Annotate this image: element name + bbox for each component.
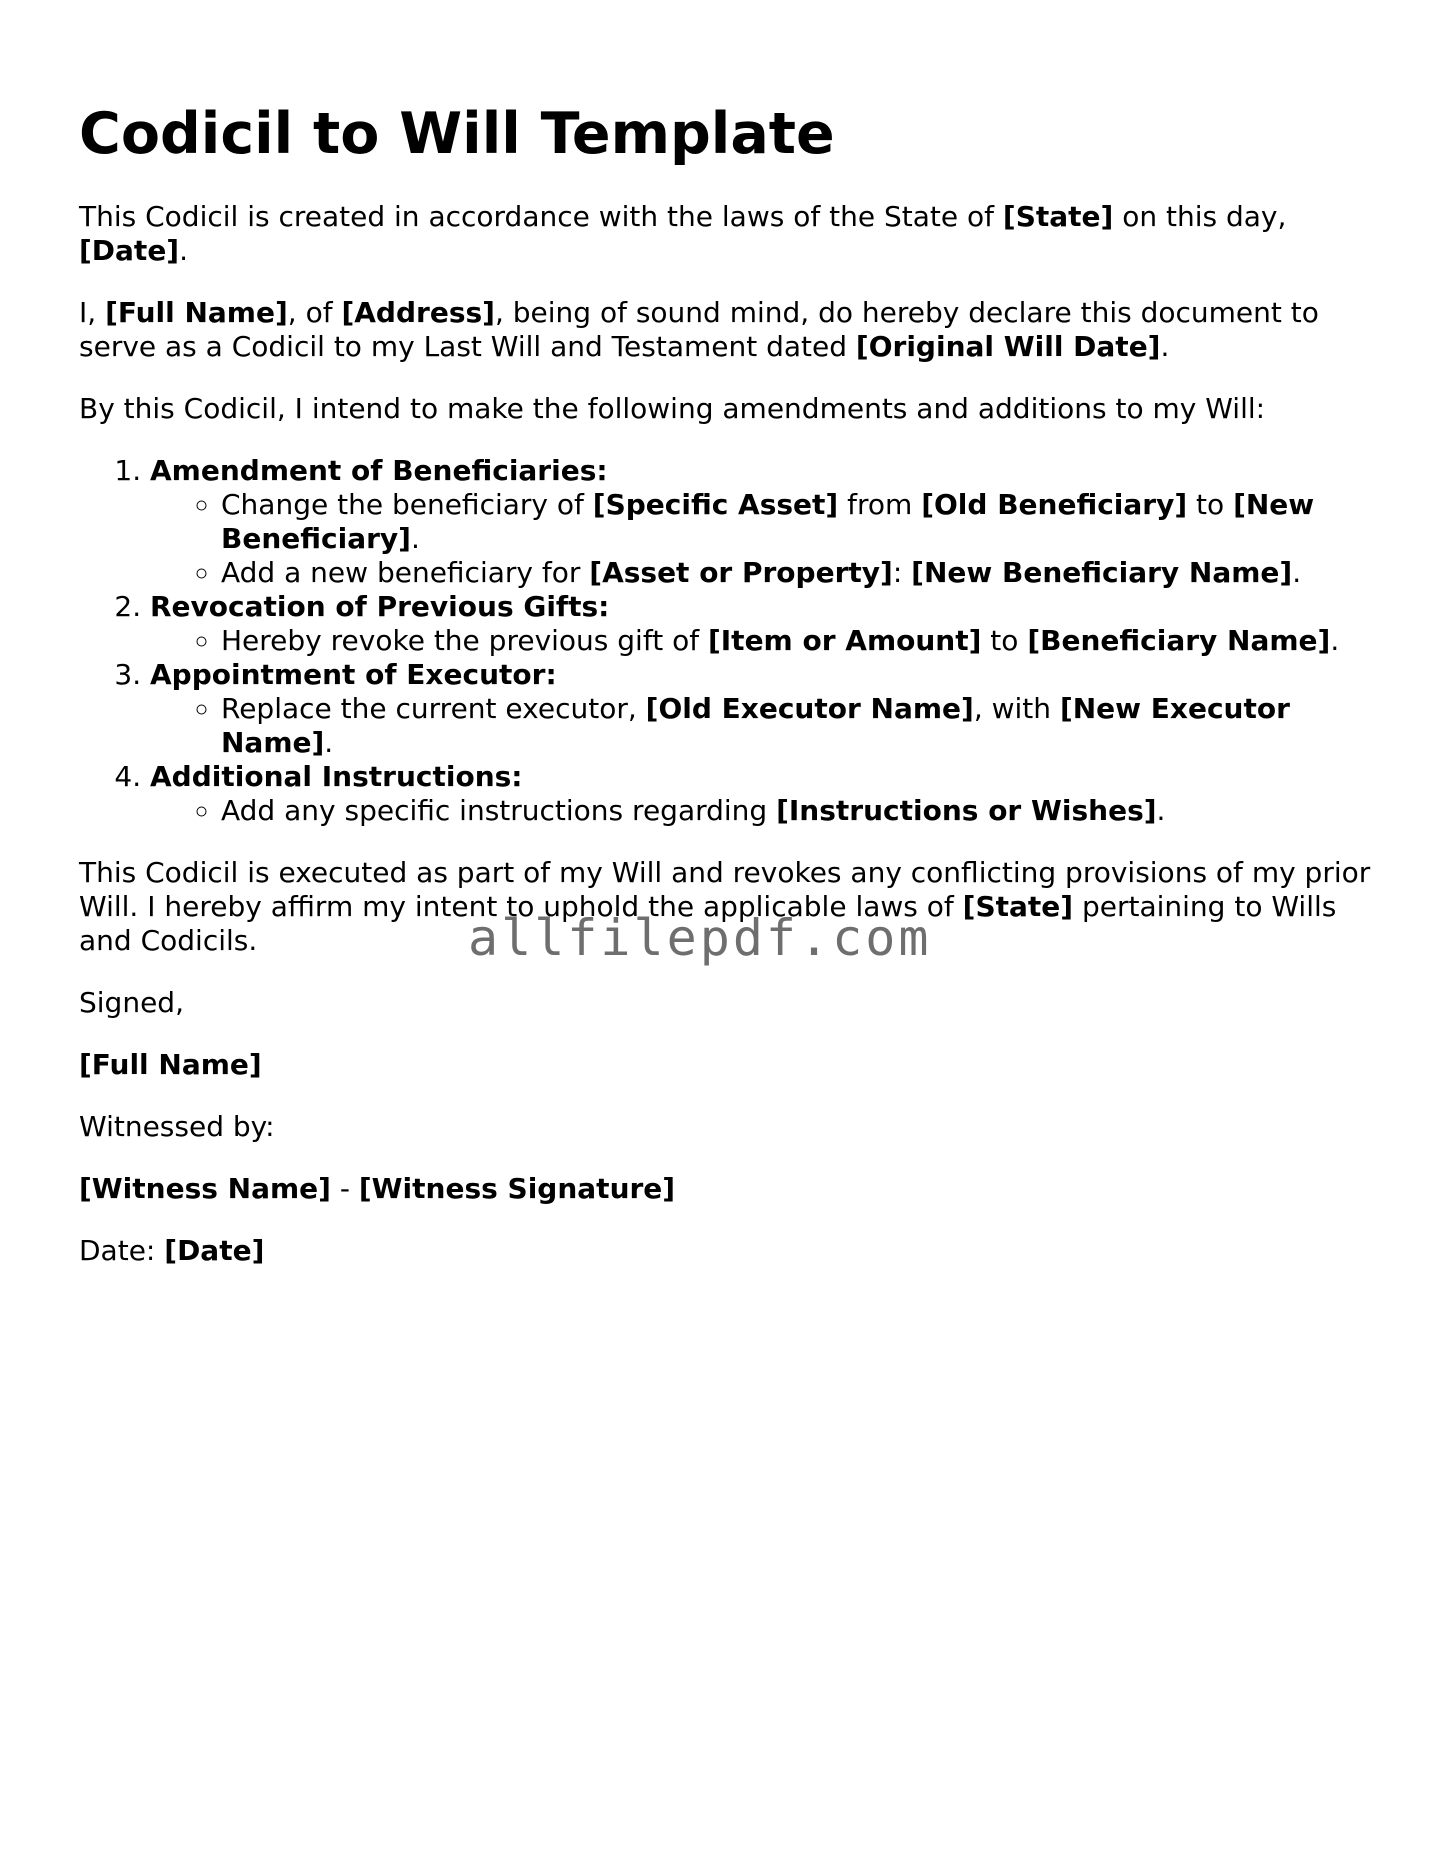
closing-text-1: This Codicil is executed as part of my Will and revokes any conflicting provisions of my prior Will. I hereby affirm my intent to uphold the applicable laws of — [79, 856, 1371, 923]
signer-name: [Full Name] — [79, 1048, 262, 1081]
sub-list-item — [221, 692, 1379, 760]
intro-date: [Date] — [79, 234, 180, 267]
placeholder-field: [Beneficiary Name] — [1027, 624, 1331, 657]
list-item-heading: Appointment of Executor: — [150, 658, 557, 691]
document-title: Codicil to Will Template — [79, 101, 835, 167]
declaration-text-1: I, — [79, 296, 106, 329]
sub-text: Add a new beneficiary for — [221, 556, 590, 589]
sub-text: Change the beneficiary of — [221, 488, 593, 521]
intro-text-1: This Codicil is created in accordance with the laws of the State of — [79, 200, 1003, 233]
sub-text: . — [1292, 556, 1302, 589]
sub-text: to — [981, 624, 1028, 657]
sub-text: . — [410, 522, 420, 555]
sub-text: from — [838, 488, 922, 521]
sub-text: . — [324, 726, 334, 759]
placeholder-field: [Specific Asset] — [592, 488, 839, 521]
sub-text: to — [1187, 488, 1234, 521]
placeholder-field: [Asset or Property] — [589, 556, 893, 589]
intro-text-2: on this day, — [1113, 200, 1287, 233]
sub-text: , with — [973, 692, 1060, 725]
declaration-text-2: , of — [287, 296, 342, 329]
witnessed-label: Witnessed by: — [79, 1110, 275, 1143]
placeholder-field: [Old Executor Name] — [645, 692, 974, 725]
placeholder-field: [New Beneficiary] — [221, 488, 1315, 555]
closing-state: [State] — [962, 890, 1074, 923]
sub-text: Add any specific instructions regarding — [221, 794, 777, 827]
sub-list-item — [221, 488, 1379, 556]
list-item — [150, 590, 1379, 658]
sub-text: Replace the current executor, — [221, 692, 646, 725]
closing-text-2: pertaining to Wills and Codicils. — [79, 890, 1337, 957]
witness-line — [79, 1172, 1379, 1206]
list-item — [150, 658, 1379, 760]
witness-separator: - — [330, 1172, 359, 1205]
list-item-heading: Additional Instructions: — [150, 760, 523, 793]
intro-text-3: . — [179, 234, 189, 267]
date-line — [79, 1234, 1379, 1268]
date-value: [Date] — [164, 1234, 265, 1267]
date-label: Date: — [79, 1234, 165, 1267]
sub-text: : — [892, 556, 912, 589]
signer-name-line — [79, 1048, 1379, 1082]
list-item-heading: Revocation of Previous Gifts: — [150, 590, 610, 623]
witness-signature: [Witness Signature] — [358, 1172, 676, 1205]
sub-list — [150, 794, 1379, 828]
amendments-list — [79, 454, 1379, 828]
witness-name: [Witness Name] — [79, 1172, 331, 1205]
declaration-text-3: , being of sound mind, do hereby declare this document to serve as a Codicil to my Last Will and Testament dated — [79, 296, 1319, 363]
list-item — [150, 454, 1379, 590]
sub-text: . — [1330, 624, 1340, 657]
signed-label: Signed, — [79, 986, 184, 1019]
sub-list — [150, 624, 1379, 658]
list-item — [150, 760, 1379, 828]
placeholder-field: [Old Beneficiary] — [921, 488, 1188, 521]
placeholder-field: [New Beneficiary Name] — [911, 556, 1293, 589]
placeholder-field: [Item or Amount] — [707, 624, 982, 657]
intro-state: [State] — [1002, 200, 1114, 233]
amendments-intro: By this Codicil, I intend to make the following amendments and additions to my Will: — [79, 392, 1266, 425]
sub-list-item — [221, 624, 1379, 658]
declaration-address: [Address] — [341, 296, 495, 329]
sub-text: . — [1156, 794, 1166, 827]
declaration-original-will-date: [Original Will Date] — [855, 330, 1161, 363]
placeholder-field: [Instructions or Wishes] — [776, 794, 1157, 827]
sub-list-item — [221, 794, 1379, 828]
declaration-paragraph — [79, 296, 1379, 364]
watermark: allfilepdf.com — [468, 909, 932, 967]
declaration-text-4: . — [1160, 330, 1170, 363]
intro-paragraph — [79, 200, 1379, 268]
placeholder-field: [New Executor Name] — [221, 692, 1290, 759]
list-item-heading: Amendment of Beneficiaries: — [150, 454, 608, 487]
sub-text: Hereby revoke the previous gift of — [221, 624, 708, 657]
sub-list-item — [221, 556, 1379, 590]
document-page — [79, 96, 1379, 1296]
sub-list — [150, 488, 1379, 590]
sub-list — [150, 692, 1379, 760]
declaration-full-name: [Full Name] — [105, 296, 288, 329]
